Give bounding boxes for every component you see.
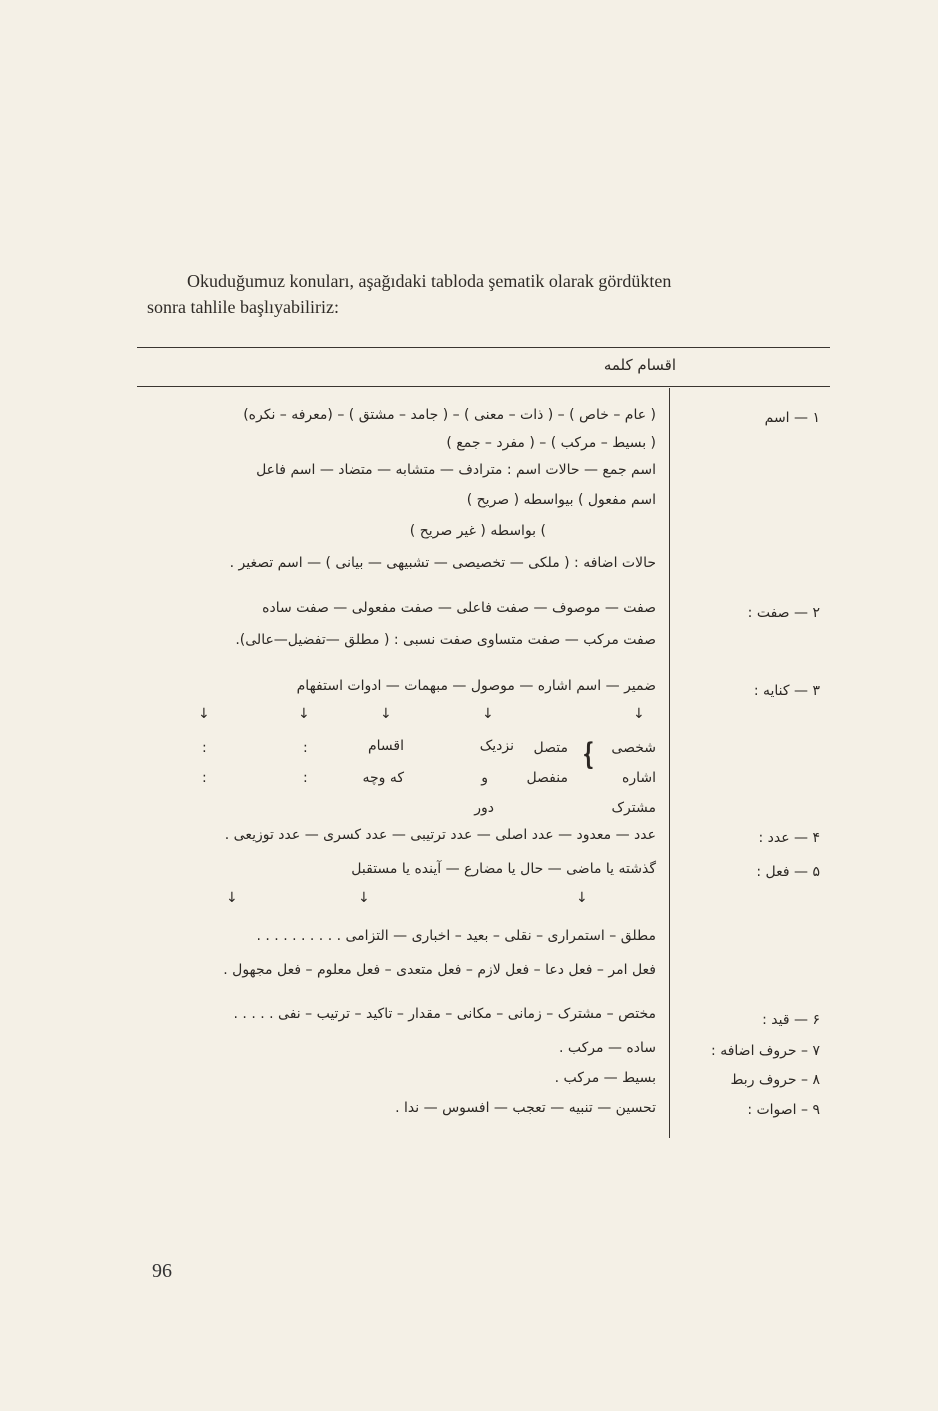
- colon-mark: :: [202, 770, 207, 786]
- table-header: اقسام کلمه: [603, 356, 676, 374]
- down-arrow-icon: ↓: [198, 706, 210, 722]
- row1-line5: ) بواسطه ( غير صريح ): [409, 523, 546, 539]
- row1-line1: ( عام – خاص ) – ( ذات – معنى ) – ( جامد – مشتق ) – (معرفه – نکره): [243, 407, 656, 423]
- row-label-6: ۶ — قيد :: [762, 1012, 820, 1028]
- row3-line-top: ضمير — اسم اشاره — موصول — مبهمات — ادوات استفهام: [296, 678, 656, 694]
- colon-mark: :: [303, 740, 308, 756]
- down-arrow-icon: ↓: [482, 706, 494, 722]
- down-arrow-icon: ↓: [226, 890, 238, 906]
- down-arrow-icon: ↓: [380, 706, 392, 722]
- row4-line1: عدد — معدود — عدد اصلى — عدد ترتيبى — عدد کسرى — عدد توزيعى .: [224, 827, 656, 843]
- page-number: 96: [152, 1260, 172, 1282]
- table-column-divider: [669, 388, 670, 1138]
- row6-line1: مختص – مشترک – زمانى – مکانى – مقدار – تاکيد – ترتيب – نفى . . . . .: [233, 1006, 656, 1022]
- row-label-5: ۵ — فعل :: [756, 864, 820, 880]
- row-label-7: ۷ – حروف اضافه :: [711, 1043, 820, 1059]
- zamir-ishara: اشاره: [622, 770, 656, 786]
- zamir-shakhsi: شخصى: [611, 740, 656, 756]
- row1-line4: اسم مفعول ) بيواسطه ( صريح ): [466, 492, 656, 508]
- wa-label: و: [481, 770, 488, 786]
- intro-paragraph: [147, 268, 827, 320]
- table-top-rule: [137, 347, 830, 348]
- row1-line3: اسم جمع — حالات اسم : مترادف — متشابه — متضاد — اسم فاعل: [256, 462, 656, 478]
- zamir-mushtarak: مشترک: [611, 800, 656, 816]
- dur-label: دور: [474, 800, 494, 816]
- row1-line2: ( بسيط – مرکب ) – ( مفرد – جمع ): [446, 435, 656, 451]
- row-label-2: ۲ — صفت :: [747, 605, 820, 621]
- row8-line1: بسيط — مرکب .: [554, 1070, 656, 1086]
- muttasil-label: متصل: [533, 740, 568, 756]
- ke-wajh-label: که وچه: [362, 770, 404, 786]
- aqsam-label: اقسام: [367, 738, 404, 754]
- row2-line1: صفت — موصوف — صفت فاعلى — صفت مفعولى — صفت ساده: [262, 600, 656, 616]
- row1-line6: حالات اضافه : ( ملکى — تخصيصى — تشبيهى — بيانى ) — اسم تصغير .: [229, 555, 656, 571]
- row9-line1: تحسين — تنبيه — تعجب — افسوس — ندا .: [395, 1100, 656, 1116]
- row-label-9: ۹ – اصوات :: [747, 1102, 820, 1118]
- row-label-3: ۳ — کنايه :: [753, 683, 820, 699]
- munfasil-label: منفصل: [526, 770, 568, 786]
- row-label-4: ۴ — عدد :: [758, 830, 820, 846]
- down-arrow-icon: ↓: [576, 890, 588, 906]
- row5-line2: فعل امر – فعل دعا – فعل لازم – فعل متعدى – فعل معلوم – فعل مجهول .: [223, 962, 656, 978]
- row5-line-top: گذشته يا ماضى — حال يا مضارع — آينده يا مستقبل: [351, 861, 656, 877]
- down-arrow-icon: ↓: [298, 706, 310, 722]
- table-header-rule: [137, 386, 830, 387]
- down-arrow-icon: ↓: [358, 890, 370, 906]
- row7-line1: ساده — مرکب .: [558, 1040, 656, 1056]
- colon-mark: :: [202, 740, 207, 756]
- intro-line-1: Okuduğumuz konuları, aşağıdaki tabloda şematik olarak gördükten: [187, 271, 672, 291]
- brace-bracket: ❴: [581, 737, 597, 772]
- down-arrow-icon: ↓: [633, 706, 645, 722]
- colon-mark: :: [303, 770, 308, 786]
- row-label-1: ۱ — اسم: [764, 410, 820, 426]
- intro-line-2: sonra tahlile başlıyabiliriz:: [147, 297, 339, 317]
- nazdik-label: نزديک: [479, 738, 514, 754]
- row5-line1: مطلق – استمرارى – نقلى – بعيد – اخبارى — التزامى . . . . . . . . . .: [256, 928, 656, 944]
- row2-line2: صفت مرکب — صفت متساوى صفت نسبى : ( مطلق —تفضيل—عالى).: [235, 632, 656, 648]
- row-label-8: ۸ – حروف ربط: [730, 1072, 820, 1088]
